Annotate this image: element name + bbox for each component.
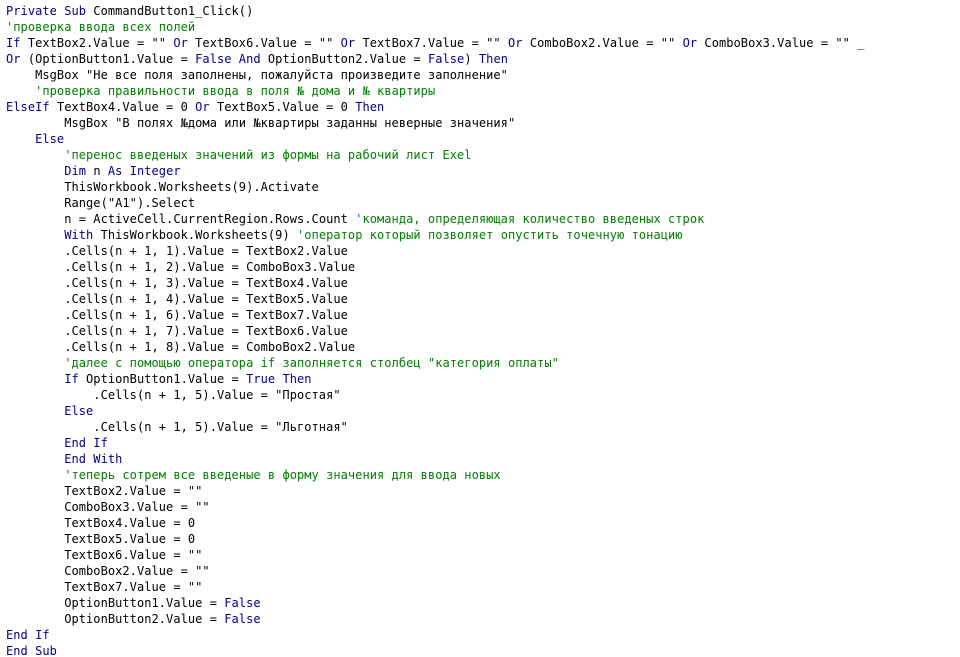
code-indent	[6, 244, 64, 258]
code-keyword: False And	[195, 52, 268, 66]
code-line[interactable]	[6, 547, 864, 563]
code-line[interactable]	[6, 163, 864, 179]
code-line[interactable]	[6, 387, 864, 403]
code-indent	[6, 292, 64, 306]
code-keyword: Else	[35, 132, 65, 146]
code-indent	[6, 164, 64, 178]
code-text: TextBox7.Value = ""	[64, 580, 203, 594]
code-line[interactable]	[6, 51, 864, 67]
code-text: MsgBox "В полях №дома или №квартиры заданны неверные значения"	[64, 116, 516, 130]
code-keyword: False	[427, 52, 465, 66]
code-text: .Cells(n + 1, 5).Value = "Льготная"	[93, 420, 348, 434]
code-indent	[6, 564, 64, 578]
code-keyword: End Sub	[6, 644, 57, 657]
code-line[interactable]	[6, 563, 864, 579]
code-line[interactable]	[6, 67, 864, 83]
code-keyword: Private Sub	[6, 4, 94, 18]
code-text: TextBox6.Value = ""	[64, 548, 203, 562]
code-line[interactable]	[6, 307, 864, 323]
code-line[interactable]	[6, 643, 864, 657]
code-indent	[6, 372, 64, 386]
code-keyword: If	[6, 36, 28, 50]
code-text: .Cells(n + 1, 2).Value = ComboBox3.Value	[64, 260, 356, 274]
code-line[interactable]	[6, 435, 864, 451]
code-keyword: Then	[355, 100, 385, 114]
code-text: ComboBox3.Value = "" _	[704, 36, 865, 50]
code-comment: 'проверка ввода всех полей	[6, 20, 196, 34]
code-text: OptionButton2.Value =	[64, 612, 225, 626]
code-indent	[6, 596, 64, 610]
code-comment: 'оператор который позволяет опустить точечную тонацию	[297, 228, 683, 242]
code-line[interactable]	[6, 627, 864, 643]
code-text: OptionButton1.Value =	[64, 596, 225, 610]
code-area[interactable]	[6, 3, 864, 657]
code-text: ThisWorkbook.Worksheets(9)	[100, 228, 297, 242]
code-line[interactable]	[6, 419, 864, 435]
code-text: TextBox2.Value = ""	[27, 36, 174, 50]
code-text: ComboBox3.Value = ""	[64, 500, 210, 514]
code-text: TextBox5.Value = 0	[64, 532, 196, 546]
code-indent	[6, 436, 64, 450]
code-line[interactable]	[6, 147, 864, 163]
code-indent	[6, 548, 64, 562]
code-keyword: Or	[507, 36, 530, 50]
code-line[interactable]	[6, 275, 864, 291]
code-line[interactable]	[6, 19, 864, 35]
code-line[interactable]	[6, 611, 864, 627]
code-text: ThisWorkbook.Worksheets(9).Activate	[64, 180, 319, 194]
code-keyword: End If	[6, 628, 50, 642]
code-text: Range("A1").Select	[64, 196, 196, 210]
code-indent	[6, 356, 64, 370]
code-comment: 'проверка правильности ввода в поля № дома и № квартиры	[35, 84, 436, 98]
code-indent	[6, 404, 64, 418]
code-line[interactable]	[6, 195, 864, 211]
code-keyword: If	[64, 372, 87, 386]
code-text: .Cells(n + 1, 6).Value = TextBox7.Value	[64, 308, 348, 322]
code-keyword: Or	[340, 36, 363, 50]
code-text: .Cells(n + 1, 4).Value = TextBox5.Value	[64, 292, 348, 306]
code-indent	[6, 420, 93, 434]
code-indent	[6, 484, 64, 498]
code-text: .Cells(n + 1, 3).Value = TextBox4.Value	[64, 276, 348, 290]
code-line[interactable]	[6, 115, 864, 131]
code-line[interactable]	[6, 371, 864, 387]
code-comment: 'команда, определяющая количество введеных строк	[355, 212, 705, 226]
code-keyword: Dim	[64, 164, 94, 178]
code-indent	[6, 180, 64, 194]
code-text: CommandButton1_Click()	[93, 4, 254, 18]
code-line[interactable]	[6, 483, 864, 499]
code-indent	[6, 340, 64, 354]
code-indent	[6, 532, 64, 546]
code-line[interactable]	[6, 595, 864, 611]
code-line[interactable]	[6, 99, 864, 115]
code-indent	[6, 68, 35, 82]
code-text: .Cells(n + 1, 5).Value = "Простая"	[93, 388, 341, 402]
code-line[interactable]	[6, 355, 864, 371]
code-keyword: Else	[64, 404, 94, 418]
code-line[interactable]	[6, 579, 864, 595]
code-comment: 'теперь сотрем все введеные в форму значения для ввода новых	[64, 468, 501, 482]
code-keyword: End With	[64, 452, 123, 466]
code-indent	[6, 388, 93, 402]
code-text: .Cells(n + 1, 7).Value = TextBox6.Value	[64, 324, 348, 338]
code-text: MsgBox "Не все поля заполнены, пожалуйста произведите заполнение"	[35, 68, 508, 82]
code-indent	[6, 324, 64, 338]
code-indent	[6, 308, 64, 322]
code-line[interactable]	[6, 211, 864, 227]
code-line[interactable]	[6, 323, 864, 339]
code-text: TextBox7.Value = ""	[362, 36, 508, 50]
code-indent	[6, 276, 64, 290]
code-text: TextBox4.Value = 0	[64, 516, 196, 530]
code-text: TextBox5.Value = 0	[216, 100, 356, 114]
code-keyword: False	[224, 596, 261, 610]
code-line[interactable]	[6, 515, 864, 531]
code-indent	[6, 612, 64, 626]
code-indent	[6, 516, 64, 530]
code-comment: 'далее с помощью оператора if заполняется столбец "категория оплаты"	[64, 356, 559, 370]
code-indent	[6, 468, 64, 482]
code-line[interactable]	[6, 499, 864, 515]
code-indent	[6, 116, 64, 130]
code-keyword: Or	[173, 36, 196, 50]
code-indent	[6, 132, 35, 146]
code-keyword: As Integer	[107, 164, 181, 178]
code-text: TextBox6.Value = ""	[195, 36, 341, 50]
code-text: (OptionButton1.Value =	[27, 52, 196, 66]
code-line[interactable]	[6, 467, 864, 483]
code-text: n = ActiveCell.CurrentRegion.Rows.Count	[64, 212, 356, 226]
code-text: .Cells(n + 1, 1).Value = TextBox2.Value	[64, 244, 348, 258]
code-keyword: Then	[478, 52, 508, 66]
code-text: OptionButton2.Value =	[267, 52, 428, 66]
code-indent	[6, 228, 64, 242]
code-line[interactable]	[6, 3, 864, 19]
code-text: .Cells(n + 1, 8).Value = ComboBox2.Value	[64, 340, 356, 354]
code-line[interactable]	[6, 35, 864, 51]
code-comment: 'перенос введеных значений из формы на рабочий лист Exel	[64, 148, 472, 162]
code-text: TextBox4.Value = 0	[56, 100, 196, 114]
code-line[interactable]	[6, 291, 864, 307]
code-text: )	[464, 52, 479, 66]
code-line[interactable]	[6, 243, 864, 259]
code-line[interactable]	[6, 451, 864, 467]
code-line[interactable]	[6, 83, 864, 99]
code-indent	[6, 580, 64, 594]
code-keyword: True Then	[246, 372, 312, 386]
code-keyword: False	[224, 612, 261, 626]
code-line[interactable]	[6, 339, 864, 355]
code-indent	[6, 500, 64, 514]
code-line[interactable]	[6, 259, 864, 275]
code-text: ComboBox2.Value = ""	[64, 564, 210, 578]
code-line[interactable]	[6, 531, 864, 547]
code-text: TextBox2.Value = ""	[64, 484, 203, 498]
code-line[interactable]	[6, 403, 864, 419]
code-keyword: End If	[64, 436, 108, 450]
code-indent	[6, 212, 64, 226]
code-text: OptionButton1.Value =	[86, 372, 247, 386]
code-line[interactable]	[6, 131, 864, 147]
code-keyword: Or	[682, 36, 705, 50]
code-text: n	[93, 164, 108, 178]
code-keyword: With	[64, 228, 101, 242]
code-indent	[6, 196, 64, 210]
code-indent	[6, 452, 64, 466]
code-line[interactable]	[6, 179, 864, 195]
code-keyword: Or	[6, 52, 28, 66]
code-indent	[6, 84, 35, 98]
code-indent	[6, 260, 64, 274]
code-text: ComboBox2.Value = ""	[529, 36, 683, 50]
code-indent	[6, 148, 64, 162]
code-keyword: ElseIf	[6, 100, 57, 114]
code-line[interactable]	[6, 227, 864, 243]
code-keyword: Or	[195, 100, 217, 114]
